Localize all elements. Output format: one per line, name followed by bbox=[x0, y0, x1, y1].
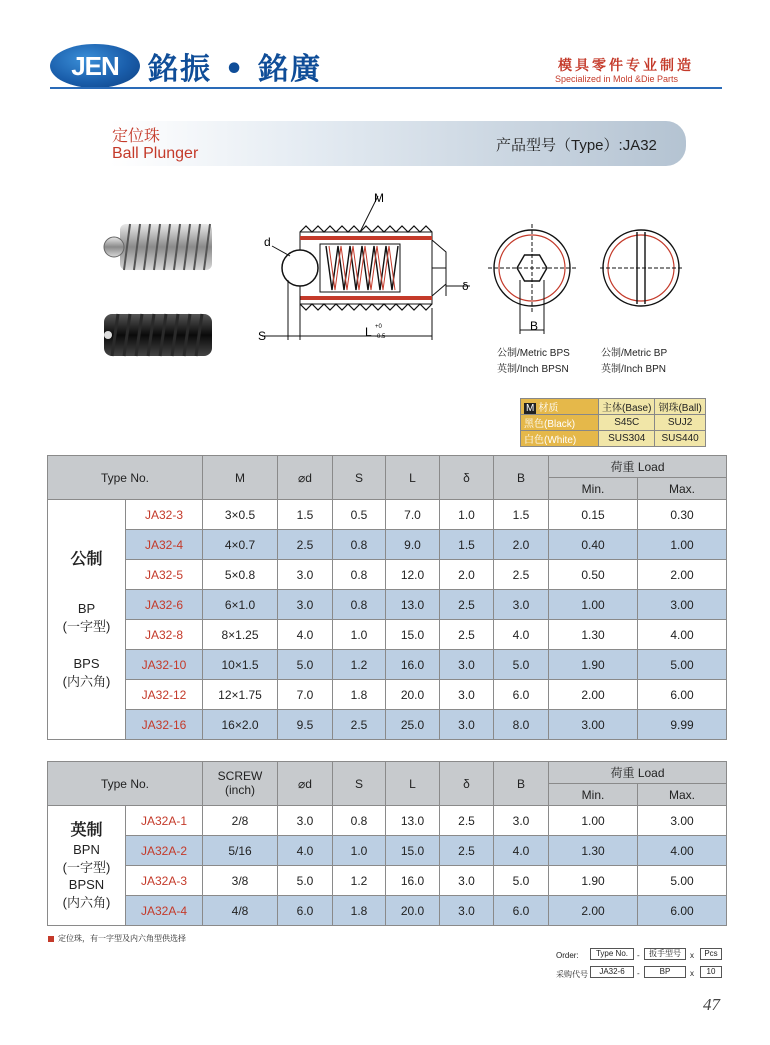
row-l: 20.0 bbox=[386, 680, 440, 710]
row-s: 2.5 bbox=[333, 710, 386, 740]
row-s: 0.8 bbox=[333, 530, 386, 560]
dim-label-m: M bbox=[374, 191, 384, 205]
row-screw: 3/8 bbox=[203, 866, 278, 896]
order-times: x bbox=[690, 951, 694, 960]
row-b: 1.5 bbox=[494, 500, 549, 530]
row-s: 1.2 bbox=[333, 866, 386, 896]
row-d: 5.0 bbox=[278, 866, 333, 896]
slot-end-view bbox=[600, 230, 682, 306]
row-code: JA32-6 bbox=[126, 590, 203, 620]
product-title-en: Ball Plunger bbox=[112, 145, 199, 162]
silver-plunger-photo bbox=[104, 224, 212, 270]
row-code: JA32-8 bbox=[126, 620, 203, 650]
materials-row-black-ball: SUJ2 bbox=[655, 415, 705, 431]
row-d: 4.0 bbox=[278, 620, 333, 650]
header-d: ⌀d bbox=[278, 456, 333, 500]
materials-base-header: 主体(Base) bbox=[599, 399, 655, 415]
example-qty-box: 10 bbox=[700, 966, 722, 978]
row-min: 2.00 bbox=[549, 896, 638, 926]
header-delta: δ bbox=[440, 762, 494, 806]
header-screw-sub: (inch) bbox=[224, 782, 255, 797]
row-max: 4.00 bbox=[638, 620, 727, 650]
footnote-text: 定位珠，有一字型及内六角型供选择 bbox=[58, 934, 186, 943]
row-b: 6.0 bbox=[494, 896, 549, 926]
row-d: 2.5 bbox=[278, 530, 333, 560]
black-plunger-photo bbox=[104, 314, 212, 356]
row-min: 1.00 bbox=[549, 590, 638, 620]
inch-group-bpsn: BPSN bbox=[68, 877, 105, 893]
row-max: 2.00 bbox=[638, 560, 727, 590]
order-label: Order: bbox=[556, 951, 579, 960]
materials-row-black-label: 黑色(Black) bbox=[521, 415, 599, 431]
row-l: 15.0 bbox=[386, 836, 440, 866]
example-label: 采购代号 bbox=[556, 970, 588, 979]
dim-label-l: L bbox=[365, 325, 372, 339]
header-b: B bbox=[494, 762, 549, 806]
row-code: JA32-5 bbox=[126, 560, 203, 590]
header-d: ⌀d bbox=[278, 762, 333, 806]
header-type: Type bbox=[100, 470, 127, 485]
m-tag: M bbox=[526, 403, 535, 414]
row-l: 9.0 bbox=[386, 530, 440, 560]
row-s: 1.2 bbox=[333, 650, 386, 680]
row-d: 1.5 bbox=[278, 500, 333, 530]
row-delta: 3.0 bbox=[440, 896, 494, 926]
header-type-no bbox=[48, 456, 203, 500]
dim-label-d: d bbox=[264, 235, 271, 249]
row-d: 3.0 bbox=[278, 590, 333, 620]
example-code-box: JA32-6 bbox=[590, 966, 634, 978]
row-d: 7.0 bbox=[278, 680, 333, 710]
row-min: 1.00 bbox=[549, 806, 638, 836]
row-max: 3.00 bbox=[638, 590, 727, 620]
row-code: JA32-10 bbox=[126, 650, 203, 680]
row-code: JA32A-1 bbox=[126, 806, 203, 836]
row-b: 6.0 bbox=[494, 680, 549, 710]
metric-group-title: 公制 bbox=[70, 550, 103, 568]
header-load: 荷重 Load bbox=[549, 456, 727, 478]
row-d: 9.5 bbox=[278, 710, 333, 740]
metric-spec-table bbox=[47, 455, 727, 740]
header-screw bbox=[203, 762, 278, 806]
row-l: 20.0 bbox=[386, 896, 440, 926]
header-l: L bbox=[386, 456, 440, 500]
row-delta: 3.0 bbox=[440, 710, 494, 740]
row-delta: 2.0 bbox=[440, 560, 494, 590]
header-b: B bbox=[494, 456, 549, 500]
row-code: JA32-16 bbox=[126, 710, 203, 740]
row-d: 4.0 bbox=[278, 836, 333, 866]
product-title-cn: 定位珠 bbox=[112, 128, 161, 145]
footnote bbox=[48, 933, 186, 944]
row-l: 16.0 bbox=[386, 650, 440, 680]
header-l: L bbox=[386, 762, 440, 806]
row-m: 16×2.0 bbox=[203, 710, 278, 740]
row-l: 7.0 bbox=[386, 500, 440, 530]
row-delta: 3.0 bbox=[440, 866, 494, 896]
row-m: 6×1.0 bbox=[203, 590, 278, 620]
row-m: 8×1.25 bbox=[203, 620, 278, 650]
header-s: S bbox=[333, 762, 386, 806]
section-drawing bbox=[262, 196, 470, 340]
dim-label-s: S bbox=[258, 329, 267, 343]
row-s: 0.8 bbox=[333, 590, 386, 620]
inch-group-title: 英制 bbox=[70, 821, 103, 839]
header-max: Max. bbox=[638, 478, 727, 500]
metric-group-bp: BP bbox=[77, 601, 96, 617]
caption-inch-bpsn: 英制/Inch BPSN bbox=[497, 364, 569, 375]
header-load: 荷重 Load bbox=[549, 762, 727, 784]
header-m: M bbox=[203, 456, 278, 500]
header-min: Min. bbox=[549, 478, 638, 500]
row-m: 4×0.7 bbox=[203, 530, 278, 560]
header-no: No. bbox=[130, 470, 150, 485]
header-s: S bbox=[333, 456, 386, 500]
row-s: 1.8 bbox=[333, 896, 386, 926]
row-m: 3×0.5 bbox=[203, 500, 278, 530]
row-min: 0.50 bbox=[549, 560, 638, 590]
row-max: 4.00 bbox=[638, 836, 727, 866]
row-l: 13.0 bbox=[386, 806, 440, 836]
row-l: 12.0 bbox=[386, 560, 440, 590]
hex-end-view bbox=[488, 224, 576, 334]
row-b: 5.0 bbox=[494, 866, 549, 896]
row-b: 3.0 bbox=[494, 806, 549, 836]
header-screw-label: SCREW bbox=[217, 769, 263, 784]
row-m: 5×0.8 bbox=[203, 560, 278, 590]
row-code: JA32A-4 bbox=[126, 896, 203, 926]
dim-label-l-tol-down: -0.5 bbox=[375, 334, 386, 340]
row-max: 6.00 bbox=[638, 896, 727, 926]
row-delta: 2.5 bbox=[440, 620, 494, 650]
header-no: No. bbox=[130, 776, 150, 791]
materials-row-black-base: S45C bbox=[599, 415, 655, 431]
row-m: 12×1.75 bbox=[203, 680, 278, 710]
order-qty-box: Pcs bbox=[700, 948, 722, 960]
row-max: 9.99 bbox=[638, 710, 727, 740]
row-max: 5.00 bbox=[638, 650, 727, 680]
inch-group-bpn-sub: (一字型) bbox=[62, 859, 111, 875]
row-b: 8.0 bbox=[494, 710, 549, 740]
materials-table bbox=[520, 398, 706, 447]
inch-spec-table bbox=[47, 761, 727, 926]
row-code: JA32-4 bbox=[126, 530, 203, 560]
row-min: 2.00 bbox=[549, 680, 638, 710]
page-number: 47 bbox=[703, 995, 720, 1014]
row-min: 0.15 bbox=[549, 500, 638, 530]
materials-row-white-label: 白色(White) bbox=[521, 431, 599, 447]
metric-group-bps: BPS bbox=[73, 656, 100, 672]
row-min: 1.30 bbox=[549, 620, 638, 650]
row-max: 3.00 bbox=[638, 806, 727, 836]
row-s: 0.8 bbox=[333, 560, 386, 590]
brand-name: 銘振 • 銘廣 bbox=[148, 52, 323, 87]
page-header bbox=[0, 0, 770, 100]
row-delta: 2.5 bbox=[440, 590, 494, 620]
materials-row-white-base: SUS304 bbox=[599, 431, 655, 447]
caption-metric-bp: 公制/Metric BP bbox=[601, 348, 668, 359]
dim-label-b: B bbox=[530, 319, 539, 333]
row-s: 0.8 bbox=[333, 806, 386, 836]
row-l: 13.0 bbox=[386, 590, 440, 620]
row-b: 2.0 bbox=[494, 530, 549, 560]
inch-group-bpn: BPN bbox=[73, 842, 100, 858]
header-type: Type bbox=[100, 776, 127, 791]
row-d: 3.0 bbox=[278, 560, 333, 590]
metric-group-bps-sub: (内六角) bbox=[62, 673, 111, 689]
row-d: 6.0 bbox=[278, 896, 333, 926]
order-option-box: 扳手型号 bbox=[644, 948, 686, 960]
row-screw: 5/16 bbox=[203, 836, 278, 866]
caption-inch-bpn: 英制/Inch BPN bbox=[601, 364, 667, 375]
order-type-box: Type No. bbox=[590, 948, 634, 960]
slogan-cn: 模具零件专业制造 bbox=[558, 58, 694, 74]
row-s: 1.0 bbox=[333, 620, 386, 650]
row-d: 5.0 bbox=[278, 650, 333, 680]
row-delta: 3.0 bbox=[440, 680, 494, 710]
row-delta: 2.5 bbox=[440, 806, 494, 836]
materials-label: 材质 bbox=[538, 403, 559, 414]
header-delta: δ bbox=[440, 456, 494, 500]
row-delta: 3.0 bbox=[440, 650, 494, 680]
inch-group-bpsn-sub: (内六角) bbox=[62, 894, 111, 910]
materials-row-white-ball: SUS440 bbox=[655, 431, 705, 447]
row-delta: 2.5 bbox=[440, 836, 494, 866]
product-type-label: 产品型号（Type）:JA32 bbox=[496, 137, 657, 154]
caption-metric-bps: 公制/Metric BPS bbox=[497, 348, 570, 359]
row-s: 1.8 bbox=[333, 680, 386, 710]
dim-label-delta: δ bbox=[462, 280, 469, 293]
row-min: 0.40 bbox=[549, 530, 638, 560]
row-b: 4.0 bbox=[494, 836, 549, 866]
row-b: 3.0 bbox=[494, 590, 549, 620]
row-max: 5.00 bbox=[638, 866, 727, 896]
logo-text: JEN bbox=[71, 50, 119, 81]
inch-group-label bbox=[48, 806, 126, 926]
row-m: 10×1.5 bbox=[203, 650, 278, 680]
row-b: 2.5 bbox=[494, 560, 549, 590]
row-s: 1.0 bbox=[333, 836, 386, 866]
order-dash: - bbox=[637, 951, 640, 960]
row-code: JA32-3 bbox=[126, 500, 203, 530]
example-option-box: BP bbox=[644, 966, 686, 978]
row-delta: 1.0 bbox=[440, 500, 494, 530]
header-min: Min. bbox=[549, 784, 638, 806]
slogan-en: Specialized in Mold &Die Parts bbox=[554, 74, 678, 84]
row-d: 3.0 bbox=[278, 806, 333, 836]
row-l: 16.0 bbox=[386, 866, 440, 896]
row-min: 3.00 bbox=[549, 710, 638, 740]
row-s: 0.5 bbox=[333, 500, 386, 530]
row-min: 1.90 bbox=[549, 650, 638, 680]
row-screw: 4/8 bbox=[203, 896, 278, 926]
row-min: 1.90 bbox=[549, 866, 638, 896]
row-delta: 1.5 bbox=[440, 530, 494, 560]
bullet-square-icon bbox=[48, 936, 54, 942]
materials-header-label bbox=[521, 399, 599, 415]
row-screw: 2/8 bbox=[203, 806, 278, 836]
row-l: 25.0 bbox=[386, 710, 440, 740]
row-code: JA32A-2 bbox=[126, 836, 203, 866]
product-figures bbox=[0, 180, 770, 380]
row-code: JA32A-3 bbox=[126, 866, 203, 896]
example-dash: - bbox=[637, 969, 640, 978]
row-max: 0.30 bbox=[638, 500, 727, 530]
row-b: 4.0 bbox=[494, 620, 549, 650]
row-code: JA32-12 bbox=[126, 680, 203, 710]
row-l: 15.0 bbox=[386, 620, 440, 650]
header-type-no bbox=[48, 762, 203, 806]
row-max: 1.00 bbox=[638, 530, 727, 560]
row-max: 6.00 bbox=[638, 680, 727, 710]
dim-label-l-tol-up: +0 bbox=[375, 324, 382, 330]
metric-group-label bbox=[48, 500, 126, 740]
row-min: 1.30 bbox=[549, 836, 638, 866]
brand-logo bbox=[50, 44, 140, 88]
row-b: 5.0 bbox=[494, 650, 549, 680]
header-divider bbox=[50, 87, 722, 89]
example-times: x bbox=[690, 969, 694, 978]
metric-group-bp-sub: (一字型) bbox=[62, 618, 111, 634]
header-max: Max. bbox=[638, 784, 727, 806]
materials-ball-header: 钢珠(Ball) bbox=[655, 399, 705, 415]
